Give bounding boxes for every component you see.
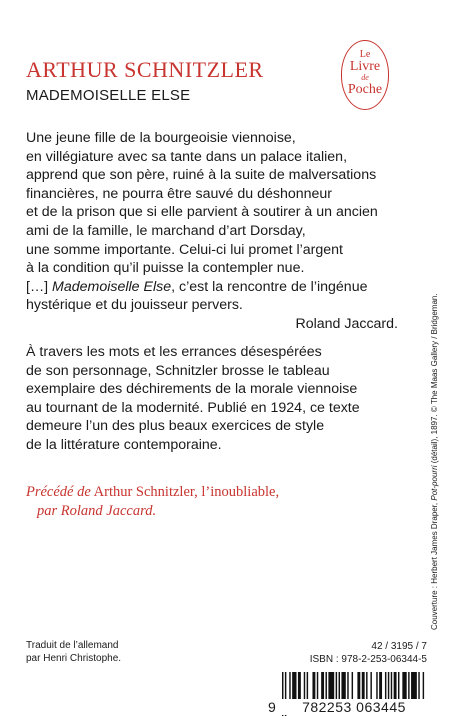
work-title-italic: Mademoiselle Else — [52, 278, 172, 295]
credit-work: Pot-pourri — [430, 465, 439, 501]
preface-line — [26, 483, 398, 502]
blurb-line: ami de la famille, le marchand d’art Dorsday, — [26, 222, 306, 239]
author-name: ARTHUR SCHNITZLER — [26, 57, 264, 82]
description-line: de la littérature contemporaine. — [26, 436, 222, 453]
barcode-bar — [385, 672, 386, 702]
barcode-bar — [391, 672, 392, 702]
preface-line — [26, 502, 398, 521]
barcode-bar — [347, 672, 348, 702]
barcode-bar — [423, 672, 424, 702]
barcode-bar — [341, 672, 345, 702]
preface-text: Arthur Schnitzler, l’inoubliable, — [90, 484, 280, 500]
barcode-bar — [292, 672, 296, 702]
barcode-digit-groups: 782253 063445 — [280, 699, 428, 715]
blurb-line: hystérique et du jouisseur pervers. — [26, 297, 243, 314]
barcode-bar — [317, 672, 318, 702]
translator-line: Traduit de l’allemand — [26, 640, 119, 651]
description-line: de son personnage, Schnitzler brosse le tableau — [26, 362, 330, 379]
preface-italic: Précédé de — [26, 484, 91, 500]
blurb-paragraph — [26, 129, 398, 334]
blurb-line: apprend que son père, ruiné à la suite de malversations — [26, 167, 377, 184]
description-line: au tournant de la modernité. Publié en 1924, ce texte — [26, 399, 360, 416]
blurb-line — [26, 278, 398, 297]
catalog-number: 42 / 3195 / 7 — [371, 641, 427, 652]
barcode-bar — [402, 672, 406, 702]
ellipsis-text: […] — [26, 278, 53, 295]
blurb-line: Une jeune fille de la bourgeoisie viennoise, — [26, 130, 296, 146]
blurb-line: et de la prison que si elle parvient à soutirer à un ancien — [26, 204, 378, 221]
barcode-bar — [366, 672, 367, 702]
credit-suffix: (détail), 1897. © The Maas Gallery / Bridgeman. — [430, 293, 439, 466]
credit-prefix: Couverture : Herbert James Draper, — [430, 500, 439, 630]
isbn-number: ISBN : 978-2-253-06344-5 — [309, 654, 427, 665]
barcode-bar — [312, 672, 315, 702]
barcode-bar — [321, 672, 324, 702]
barcode-bar — [339, 672, 340, 702]
logo-line-4: Poche — [347, 82, 383, 97]
barcode-bar — [352, 672, 353, 702]
blurb-signature: Roland Jaccard. — [295, 315, 398, 332]
description-line: demeure l’un des plus beaux exercices de style — [26, 418, 325, 435]
blurb-line: une somme importante. Celui-ci lui promet l’argent — [26, 241, 343, 258]
description-paragraph — [26, 343, 398, 455]
blurb-line: en villégiature avec sa tante dans un palace italien, — [26, 148, 348, 165]
blurb-line-rest: , c’est la rencontre de l’ingénue — [171, 278, 368, 295]
translator-note — [26, 639, 121, 665]
blurb-line: à la condition qu’il puisse la contempler nue. — [26, 260, 305, 277]
barcode-bar — [388, 672, 389, 702]
publisher-logo — [341, 40, 389, 110]
barcode-bar — [398, 672, 399, 702]
blurb-line: financières, ne pourra être sauvé du déshonneur — [26, 185, 333, 202]
preface-italic: par Roland Jaccard. — [37, 503, 157, 519]
barcode-bar — [326, 672, 327, 702]
barcode-bar — [357, 672, 360, 702]
logo-line-1: Le — [359, 49, 371, 60]
barcode-bar — [379, 672, 382, 702]
logo-line-2: Livre — [349, 59, 381, 74]
barcode-bar — [394, 672, 397, 702]
barcode-bar — [328, 672, 334, 702]
barcode-bar — [370, 672, 371, 702]
preface-note — [26, 483, 398, 521]
barcode-bar — [304, 672, 305, 702]
cover-credit — [430, 293, 439, 630]
barcode-bar — [336, 672, 337, 702]
book-codes — [310, 640, 427, 666]
barcode-first-digit: 9 — [268, 699, 277, 715]
logo-line-3: de — [361, 73, 369, 82]
barcode-bar — [362, 672, 365, 702]
translator-line: par Henri Christophe. — [26, 653, 122, 664]
barcode-bar — [307, 672, 308, 702]
barcode-bar — [411, 672, 417, 702]
description-line: exemplaire des déchirements de la morale viennoise — [26, 381, 358, 398]
barcode-bar — [376, 672, 377, 702]
barcode-bar — [418, 672, 419, 702]
book-title: MADEMOISELLE ELSE — [26, 87, 191, 104]
description-line: À travers les mots et les errances désespérées — [26, 344, 322, 360]
barcode-bar — [289, 672, 290, 702]
barcode-bar — [408, 672, 409, 702]
barcode-bar — [298, 672, 301, 702]
